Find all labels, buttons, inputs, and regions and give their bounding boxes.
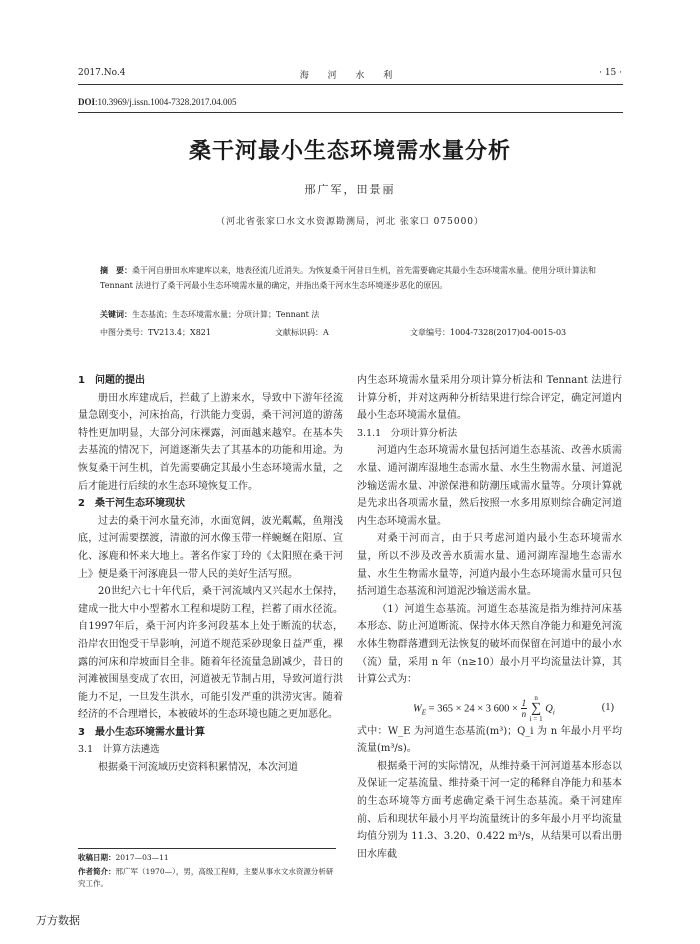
- paper-title: 桑干河最小生态环境需水量分析: [188, 139, 511, 164]
- issue-number: 2017.No.4: [78, 68, 126, 78]
- body-paragraph: 根据桑干河的实际情况，从维持桑干河河道基本形态以及保证一定基流量、维持桑干河一定的稀释自净能力和基本的生态环境等方面考虑确定桑干河生态基流。桑干河建库前、后和现状年最小月平均流量统计的多年最小月平均流量均值分别为 11.3、3.20、0.422 m³/s，从结果可以看出册田水库截: [357, 760, 622, 860]
- body-paragraph: 根据桑干河流域历史资料积累情况，本次河道: [98, 762, 298, 774]
- doi-rule: [78, 112, 623, 113]
- left-column: [78, 372, 343, 777]
- running-header: [0, 68, 700, 82]
- body-paragraph: 册田水库建成后，拦截了上游来水，导致中下游年径流量急剧变小，河床抬高，行洪能力变弱，桑干河河道的游荡特性更加明显，大部分河床裸露，河面越来越窄。在基本失去基流的情况下，河道逐渐失去了其基本的功能和用途。为恢复桑干河生机，首先需要确定其最小生态环境需水量，之后才能进行后续的水生态环境恢复工作。: [78, 392, 343, 492]
- equation-rhs: = 365 × 24 × 3 600 ×: [426, 703, 521, 715]
- abstract-label: 摘 要：: [100, 266, 132, 275]
- body-paragraph: （1）河道生态基流。河道生态基流是指为维持河床基本形态、防止河道断流、保持水体天然自净能力和避免河流水体生物群落遭到无法恢复的破坏而保留在河道中的最小水（流）量，采用 n 年（n≥10）最小月平均流量法计算，其计算公式为：: [357, 603, 622, 686]
- section-heading: 1 问题的提出: [78, 375, 145, 386]
- equation-fraction: [521, 698, 528, 719]
- right-column: [357, 372, 622, 863]
- equation-lhs-sub: E: [421, 708, 427, 717]
- sum-upper: n: [534, 693, 538, 702]
- right-column-lower: [357, 723, 622, 864]
- fraction-denominator: n: [521, 709, 527, 720]
- sum-symbol: ∑: [531, 700, 542, 716]
- footnote-author: [78, 866, 336, 890]
- keywords-label: 关键词：: [100, 310, 132, 319]
- equation-1: [357, 689, 622, 723]
- document-code: 文献标识码：A: [275, 328, 329, 337]
- footnote-rule: [78, 848, 336, 849]
- subsection-heading: 3.1 计算方法遴选: [78, 744, 160, 756]
- fraction-numerator: 1: [521, 698, 527, 709]
- equation-q-sub: i: [552, 708, 555, 717]
- paper-affiliation: （河北省张家口水文水资源勘测局，河北 张家口 075000）: [215, 217, 485, 227]
- author-bio: 邢广军（1970—），男，高级工程师，主要从事水文水资源分析研究工作。: [78, 867, 334, 888]
- body-paragraph: 式中：W_E 为河道生态基流(m³)；Q_i 为 n 年最小月平均流量(m³/s)。: [357, 725, 622, 755]
- received-date: 2017—03—11: [115, 853, 169, 862]
- sum-lower: i = 1: [529, 714, 543, 723]
- body-paragraph: 对桑干河而言，由于只考虑河道内最小生态环境需水量，所以不涉及改善水质需水量、通河湖库湿地生态需水量、水生生物需水量等，河道内最小生态环境需水量可只包括河道生态基流和河道泥沙输送需水量。: [357, 533, 622, 598]
- doi-value: :10.3969/j.issn.1004-7328.2017.04.005: [95, 97, 237, 107]
- body-paragraph: 20世纪六七十年代后，桑干河流域内又兴起水土保持，建成一批大中小型蓄水工程和堤防工程，拦蓄了雨水径流。自1997年后，桑干河内许多河段基本上处于断流的状态，沿岸农田饱受干旱影响，河道不规范采砂现象日益严重，裸露的河床和岸坡面目全非。随着年径流量急剧减少，昔日的河滩被围垦变成了农田，河道被无节制占用，导致河道行洪能力不足，一旦发生洪水，可能引发严重的洪涝灾害。随着经济的不合理增长，本被破坏的生态环境也随之更加恶化。: [78, 586, 343, 721]
- abstract: [100, 263, 610, 293]
- footnote-received: [78, 852, 336, 864]
- paper-authors: 邢广军，田景丽: [304, 183, 396, 196]
- body-paragraph: 河道内生态环境需水量包括河道生态基流、改善水质需水量、通河湖库湿地生态需水量、水生生物需水量、河道泥沙输送需水量、冲淤保港和防潮压咸需水量等。分项计算就是先求出各项需水量，然后按照一水多用原则综合确定河道内生态环境需水量。: [357, 445, 622, 527]
- right-column-upper: [357, 372, 622, 689]
- body-paragraph: 内生态环境需水量采用分项计算分析法和 Tennant 法进行计算分析，并对这两种分析结果进行综合评定，确定河道内最小生态环境需水量值。: [357, 375, 622, 422]
- page-number: · 15 ·: [599, 68, 622, 78]
- abstract-text: 桑干河自册田水库建库以来，地表径流几近消失。为恢复桑干河昔日生机，首先需要确定其最小生态环境需水量。使用分项计算法和 Tennant 法进行了桑干河最小生态环境需水量的确定，并指出桑干河水生态环境逐步恶化的原因。: [100, 266, 596, 290]
- keywords-text: 生态基流；生态环境需水量；分项计算；Tennant 法: [132, 310, 320, 319]
- doi-line: [78, 97, 237, 107]
- journal-name: 海 河 水 利: [299, 71, 401, 81]
- watermark: 万方数据: [36, 914, 80, 927]
- keywords: [100, 309, 610, 320]
- section-heading: 3 最小生态环境需水量计算: [78, 726, 205, 738]
- equation-body: [413, 695, 555, 723]
- equation-number: (1): [601, 701, 614, 713]
- clc-number: 中图分类号：TV213.4；X821: [100, 328, 211, 337]
- article-number: 文章编号：1004-7328(2017)04-0015-03: [410, 328, 567, 337]
- received-label: 收稿日期：: [78, 853, 116, 862]
- subsection-heading: 3.1.1 分项计算分析法: [357, 427, 458, 439]
- equation-q: Q: [545, 703, 553, 715]
- doi-label: DOI: [78, 97, 96, 107]
- section-heading: 2 桑干河生态环境现状: [78, 498, 185, 510]
- header-rule: [78, 84, 623, 85]
- classification-line: [100, 327, 610, 339]
- summation: [530, 695, 543, 723]
- equation-lhs: W: [413, 703, 422, 715]
- body-paragraph: 过去的桑干河水量充沛，水面宽阔，波光粼粼，鱼翔浅底，过河需要摆渡，清澈的河水像玉带一样蜿蜒在阳原、宣化、涿鹿和怀来大地上。著名作家丁玲的《太阳照在桑干河上》便是桑干河涿鹿县一带人民的美好生活写照。: [78, 515, 343, 580]
- author-bio-label: 作者简介：: [78, 867, 116, 876]
